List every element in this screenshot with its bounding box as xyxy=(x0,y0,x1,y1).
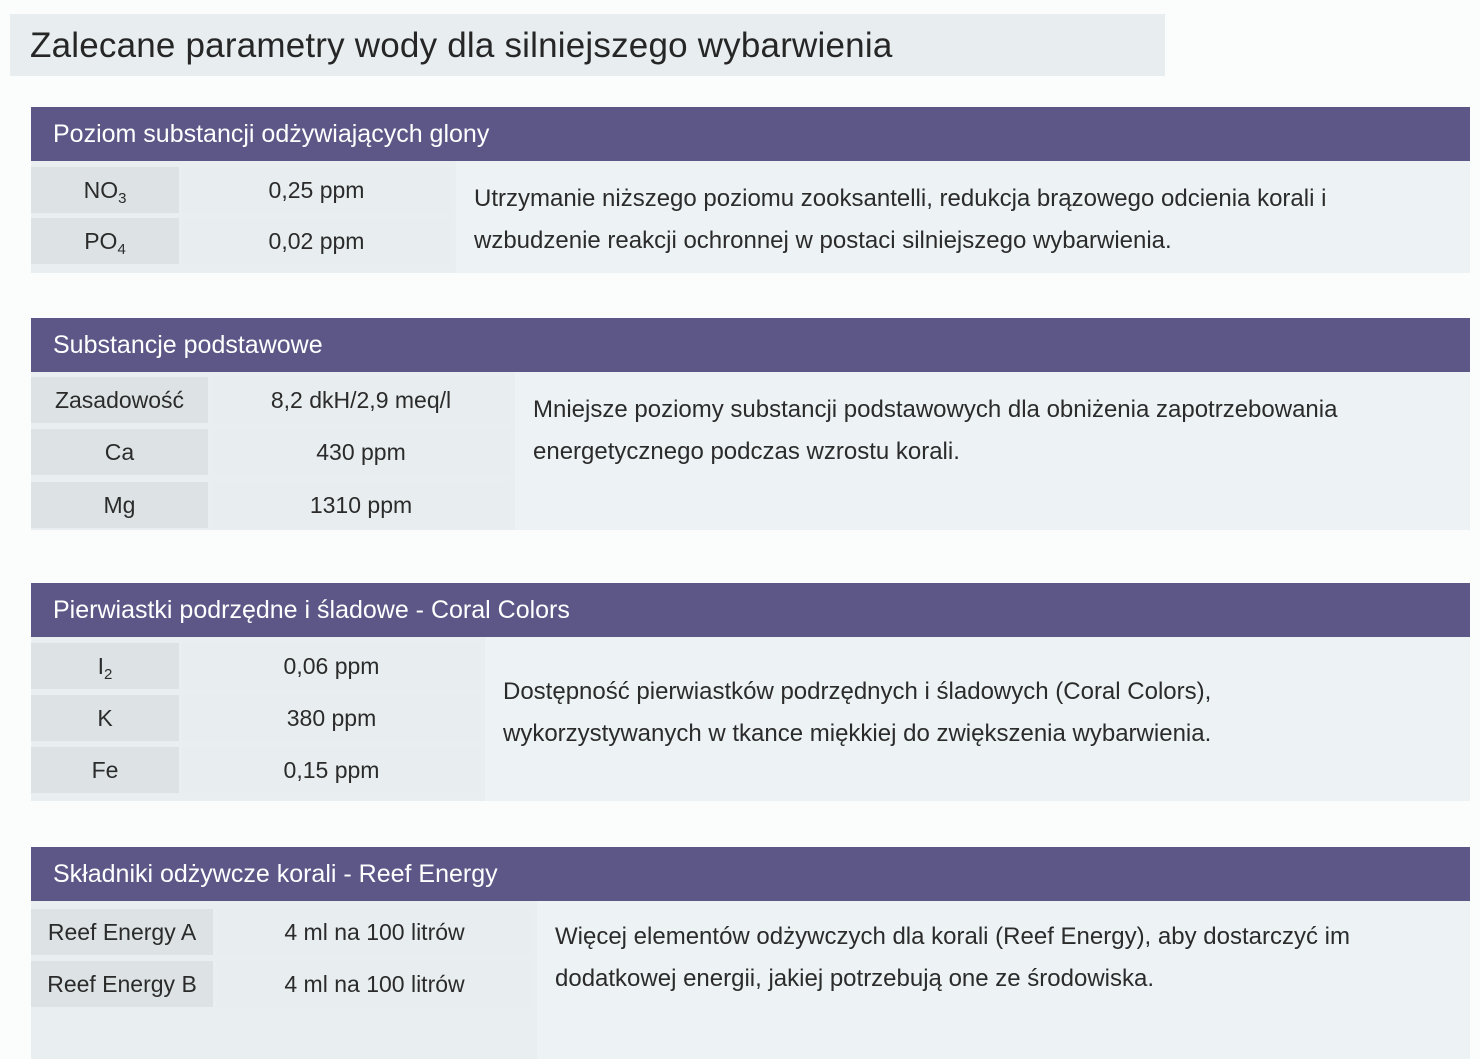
param-value: 0,25 ppm xyxy=(183,167,450,213)
param-value: 0,02 ppm xyxy=(183,218,450,264)
section-description: Mniejsze poziomy substancji podstawowych dla obniżenia zapotrzebowania energetycznego podczas wzrostu korali. xyxy=(515,372,1470,530)
section-body xyxy=(31,161,1470,273)
param-value: 4 ml na 100 litrów xyxy=(217,909,532,955)
param-value: 8,2 dkH/2,9 meq/l xyxy=(212,377,510,423)
section-header: Składniki odżywcze korali - Reef Energy xyxy=(31,847,1470,901)
section-header: Pierwiastki podrzędne i śladowe - Coral Colors xyxy=(31,583,1470,637)
section-algae-nutrients xyxy=(31,107,1470,273)
section-description: Dostępność pierwiastków podrzędnych i śladowych (Coral Colors), wykorzystywanych w tkance miękkiej do zwiększenia wybarwienia. xyxy=(485,637,1470,801)
param-name: Fe xyxy=(31,747,179,793)
param-value: 0,15 ppm xyxy=(183,747,480,793)
section-reef-energy xyxy=(31,847,1470,1059)
param-value: 0,06 ppm xyxy=(183,643,480,689)
section-body xyxy=(31,372,1470,530)
section-header: Substancje podstawowe xyxy=(31,318,1470,372)
section-body xyxy=(31,637,1470,801)
section-description: Utrzymanie niższego poziomu zooksantelli, redukcja brązowego odcienia korali i wzbudzenie reakcji ochronnej w postaci silniejszego wybarwienia. xyxy=(456,161,1470,273)
param-name: Reef Energy A xyxy=(31,909,213,955)
param-value: 380 ppm xyxy=(183,695,480,741)
section-header: Poziom substancji odżywiających glony xyxy=(31,107,1470,161)
section-body xyxy=(31,901,1470,1059)
param-name: Reef Energy B xyxy=(31,961,213,1007)
section-description: Więcej elementów odżywczych dla korali (Reef Energy), aby dostarczyć im dodatkowej energii, jakiej potrzebują one ze środowiska. xyxy=(537,901,1470,1059)
param-name: $PO_4$ xyxy=(31,218,179,264)
param-value: 430 ppm xyxy=(212,429,510,475)
param-name: Mg xyxy=(31,482,208,528)
section-trace-elements xyxy=(31,583,1470,801)
param-value: 1310 ppm xyxy=(212,482,510,528)
section-basic-substances xyxy=(31,318,1470,530)
param-name: Ca xyxy=(31,429,208,475)
param-name: $NO_3$ xyxy=(31,167,179,213)
param-name: Zasadowość xyxy=(31,377,208,423)
page-title: Zalecane parametry wody dla silniejszego wybarwienia xyxy=(30,26,893,65)
param-name: $I_2$ xyxy=(31,643,179,689)
param-value: 4 ml na 100 litrów xyxy=(217,961,532,1007)
param-name: K xyxy=(31,695,179,741)
